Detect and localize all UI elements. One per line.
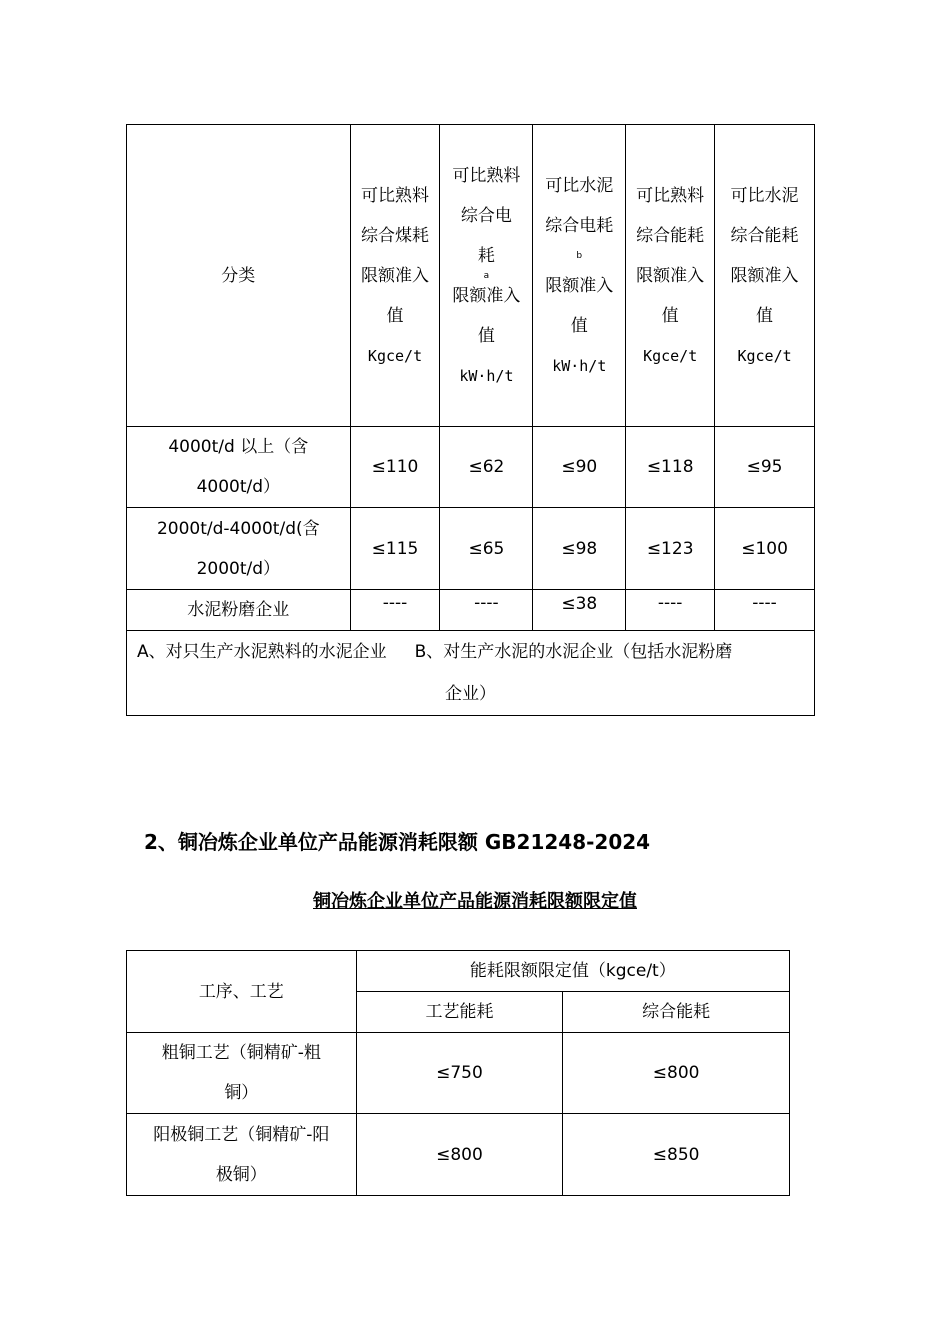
header-cement-electric: 可比水泥 综合电耗 b 限额准入 值 kW·h/t	[533, 125, 626, 427]
table-cell: ≤750	[356, 1033, 563, 1114]
row-label: 4000t/d 以上（含 4000t/d）	[127, 427, 351, 508]
row-label: 2000t/d-4000t/d(含 2000t/d）	[127, 508, 351, 590]
table-cell: ----	[440, 590, 533, 631]
limit-header: 能耗限额限定值（kgce/t）	[356, 951, 789, 992]
row-label: 阳极铜工艺（铜精矿-阳 极铜）	[127, 1114, 357, 1196]
table-cell: ----	[715, 590, 815, 631]
table-caption: 铜冶炼企业单位产品能源消耗限额限定值	[313, 891, 637, 912]
process-header: 工序、工艺	[127, 951, 357, 1033]
cement-energy-table	[126, 124, 815, 716]
header-cement-comprehensive: 可比水泥 综合能耗 限额准入 值 Kgce/t	[715, 125, 815, 427]
table-row	[127, 508, 815, 590]
table-cell: ----	[626, 590, 715, 631]
table-cell: ≤65	[440, 508, 533, 590]
header-clinker-comprehensive: 可比熟料 综合能耗 限额准入 值 Kgce/t	[626, 125, 715, 427]
table-note: A、对只生产水泥熟料的水泥企业 B、对生产水泥的水泥企业（包括水泥粉磨 企业）	[127, 631, 815, 716]
table-row	[127, 1114, 790, 1196]
section-heading: 2、铜冶炼企业单位产品能源消耗限额 GB21248-2024	[144, 830, 651, 854]
table-row	[127, 427, 815, 508]
comprehensive-energy-header: 综合能耗	[563, 992, 790, 1033]
table-cell: ≤850	[563, 1114, 790, 1196]
row-label: 水泥粉磨企业	[127, 590, 351, 631]
row-label: 粗铜工艺（铜精矿-粗 铜）	[127, 1033, 357, 1114]
table-cell: ≤95	[715, 427, 815, 508]
header-clinker-coal: 可比熟料 综合煤耗 限额准入 值 Kgce/t	[350, 125, 440, 427]
table-cell: ≤115	[350, 508, 440, 590]
copper-energy-table	[126, 950, 790, 1196]
header-clinker-electric: 可比熟料 综合电 耗 a 限额准入 值 kW·h/t	[440, 125, 533, 427]
table-cell: ≤110	[350, 427, 440, 508]
note-row	[127, 631, 815, 716]
category-header: 分类	[127, 125, 351, 427]
table-cell: ≤90	[533, 427, 626, 508]
table-header-row	[127, 125, 815, 427]
table-cell: ≤800	[563, 1033, 790, 1114]
table-cell: ≤800	[356, 1114, 563, 1196]
table-row	[127, 590, 815, 631]
table-cell: ≤118	[626, 427, 715, 508]
table-row	[127, 1033, 790, 1114]
table-cell: ≤62	[440, 427, 533, 508]
table-cell: ≤38	[533, 590, 626, 631]
table-cell: ----	[350, 590, 440, 631]
process-energy-header: 工艺能耗	[356, 992, 563, 1033]
table-cell: ≤123	[626, 508, 715, 590]
table-header-row	[127, 951, 790, 992]
table-cell: ≤98	[533, 508, 626, 590]
table-cell: ≤100	[715, 508, 815, 590]
